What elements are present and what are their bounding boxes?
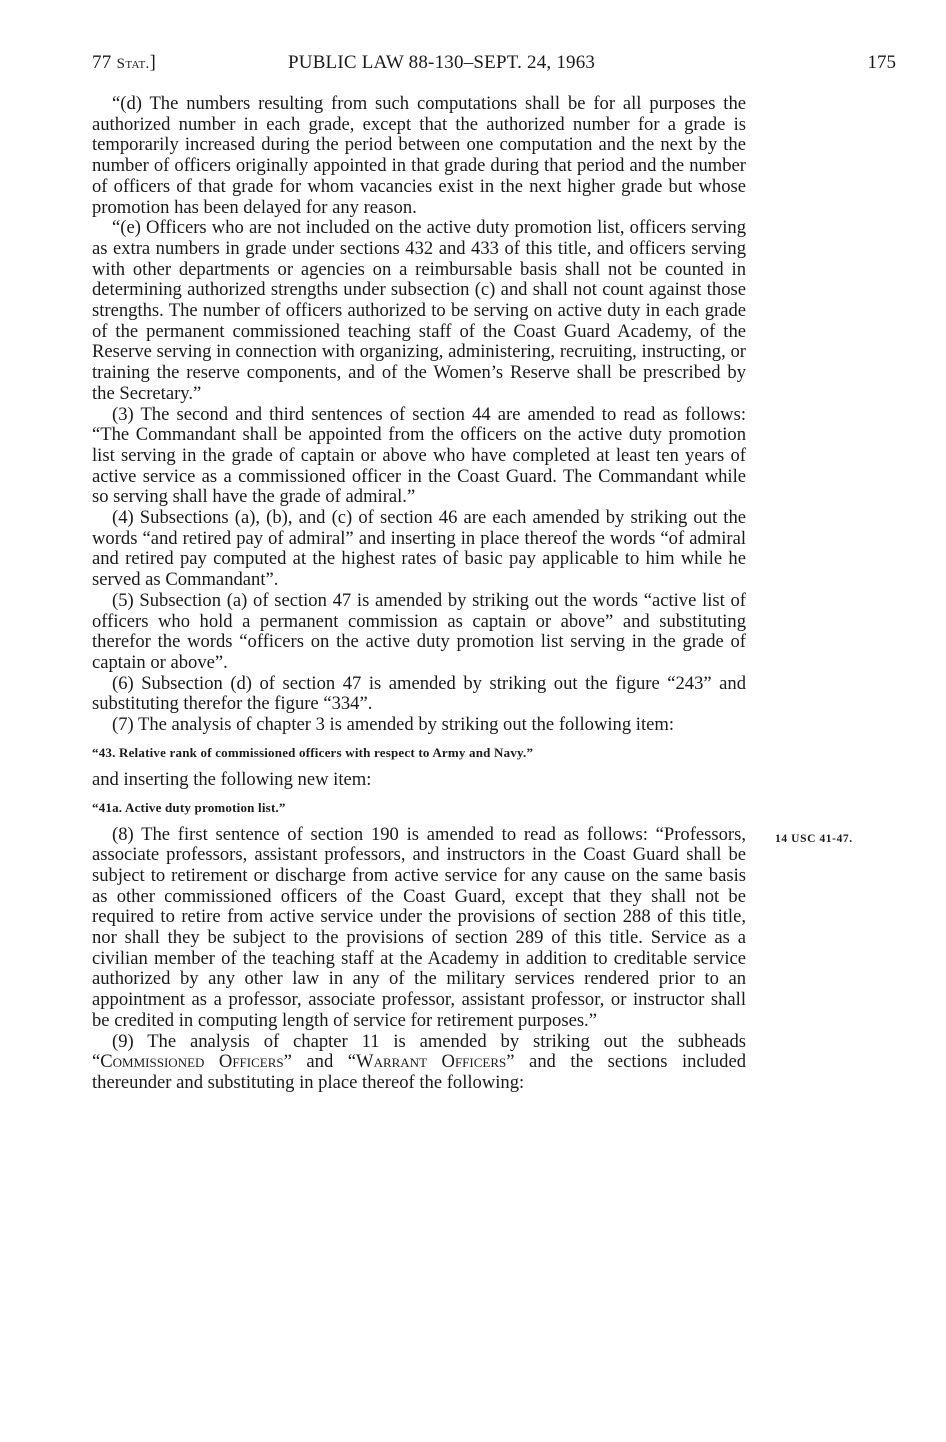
paragraph-e: “(e) Officers who are not included on the active duty promotion list, officers serving as extra numbers in grade under sections 432 and 433 of this title, and officers serving with other departments or agencies on a reimbursable basis shall not be counted in determining authorized strengths under subsection (c) and shall not count against those strengths. The number of officers authorized to be serving on active duty in each grade of the permanent commissioned teaching staff of the Coast Guard Academy, of the Reserve serving in connection with organizing, administering, recruiting, instructing, or training the reserve components, and of the Women’s Reserve shall be prescribed by the Secretary.” bbox=[92, 217, 746, 404]
inserting-clause: and inserting the following new item: bbox=[92, 768, 372, 790]
struck-item: “43. Relative rank of commissioned officers with respect to Army and Navy.” bbox=[92, 744, 534, 760]
paragraph-3: (3) The second and third sentences of section 44 are amended to read as follows: “The Commandant shall be appointed from the officers on the active duty promotion list serving in the grade of captain or above who have completed at least ten years of active service as a commissioned officer in the Coast Guard. The Commandant while so serving shall have the grade of admiral.” bbox=[92, 403, 746, 508]
paragraph-6: (6) Subsection (d) of section 47 is amended by striking out the figure “243” and substituting therefor the figure “334”. bbox=[92, 672, 746, 715]
subhead-commissioned-officers: Commissioned Officers bbox=[100, 1051, 284, 1073]
paragraph-9-part-c: ” and the sections included thereunder and substituting in place thereof the following: bbox=[92, 1051, 747, 1093]
paragraph-5: (5) Subsection (a) of section 47 is amended by striking out the words “active list of officers who hold a permanent commission as captain or above” and substituting therefor the words “officers on the active duty promotion list serving in the grade of captain or above”. bbox=[92, 589, 746, 673]
page-number: 175 bbox=[867, 52, 896, 73]
paragraph-9-part-b: ” and “ bbox=[283, 1051, 357, 1073]
paragraph-4: (4) Subsections (a), (b), and (c) of section 46 are each amended by striking out the words “and retired pay of admiral” and inserting in place thereof the words “of admiral and retired pay computed at the highest rates of basic pay applicable to him while he served as Commandant”. bbox=[92, 507, 746, 591]
paragraph-d: “(d) The numbers resulting from such computations shall be for all purposes the authorized number in each grade, except that the authorized number for a grade is temporarily increased during the period between one computation and the next by the number of officers originally appointed in that grade during that period and the number of officers of that grade for whom vacancies exist in the next higher grade but whose promotion has been delayed for any reason. bbox=[92, 93, 746, 218]
stat-label: Stat. bbox=[116, 56, 150, 72]
subhead-warrant-officers: Warrant Officers bbox=[356, 1051, 507, 1073]
paragraph-8: (8) The first sentence of section 190 is amended to read as follows: “Professors, associate professors, assistant professors, and instructors in the Coast Guard shall be subject to retirement or discharge from active service for any cause on the same basis as other commissioned officers of the Coast Guard, except that they shall not be required to retire from active service under the provisions of section 288 of this title, nor shall they be subject to the provisions of section 289 of this title. Service as a civilian member of the teaching staff at the Academy in addition to creditable service authorized by any other law in any of the military services rendered prior to an appointment as a professor, associate professor, assistant professor, or instructor shall be credited in computing length of service for retirement purposes.” bbox=[92, 823, 746, 1031]
paragraph-7: (7) The analysis of chapter 3 is amended by striking out the following item: bbox=[112, 714, 674, 736]
body-text bbox=[92, 94, 746, 1094]
new-item: “41a. Active duty promotion list.” bbox=[92, 799, 286, 815]
statute-reference bbox=[92, 52, 156, 74]
header-title: PUBLIC LAW 88-130–SEPT. 24, 1963 bbox=[288, 52, 596, 73]
volume-number: 77 bbox=[92, 52, 112, 73]
page-header bbox=[92, 52, 900, 82]
paragraph-9-part-a: (9) The analysis of chapter 11 is amended by striking out the subheads “ bbox=[92, 1030, 746, 1073]
bracket: ] bbox=[149, 52, 157, 73]
margin-citation: 14 USC 41-47. bbox=[775, 833, 853, 845]
paragraph-9 bbox=[92, 1032, 746, 1094]
